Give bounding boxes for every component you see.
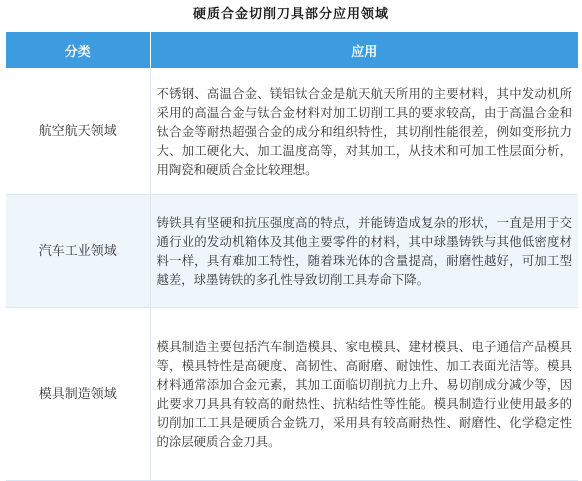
- header-category: 分类: [6, 32, 150, 68]
- row-category: 航空航天领域: [6, 68, 150, 195]
- table-row: [6, 68, 578, 195]
- row-application: 铸铁具有坚硬和抗压强度高的特点，并能铸造成复杂的形状，一直是用于交通行业的发动机箱体及其他主要零件的材料，其中球墨铸铁与其他低密度材料一样，具有难加工特性，随着珠光体的含量提高，耐磨性越好，可加工型越差，球墨铸铁的多孔性导致切削工具寿命下降。: [150, 195, 578, 308]
- application-table: [6, 32, 578, 481]
- table-row: [6, 195, 578, 308]
- row-category: 模具制造领域: [6, 308, 150, 481]
- page-title: 硬质合金切削刀具部分应用领域: [192, 7, 389, 22]
- row-application: 不锈钢、高温合金、镁铝钛合金是航天航天所用的主要材料，其中发动机所采用的高温合金与钛合金材料对加工切削工具的要求较高，由于高温合金和钛合金等耐热超强合金的成分和组织特性，其切削性能很差，例如变形抗力大、加工硬化大、加工温度高等，对其加工，从技术和可加工性层面分析，用陶瓷和硬质合金比较理想。: [150, 68, 578, 195]
- row-category: 汽车工业领域: [6, 195, 150, 308]
- header-application: 应用: [150, 32, 578, 68]
- row-application: 模具制造主要包括汽车制造模具、家电模具、建材模具、电子通信产品模具等，模具特性是高硬度、高韧性、高耐磨、耐蚀性、加工表面光洁等。模具材料通常添加合金元素，其加工面临切削抗力上升、易切削成分减少等，因此要求刀具具有较高的耐热性、抗粘结性等性能。模具制造行业使用最多的切削加工工具是硬质合金铣刀，采用具有较高耐热性、耐磨性、化学稳定性的涂层硬质合金刀具。: [150, 308, 578, 481]
- table-header-row: [6, 32, 578, 68]
- table-row: [6, 308, 578, 481]
